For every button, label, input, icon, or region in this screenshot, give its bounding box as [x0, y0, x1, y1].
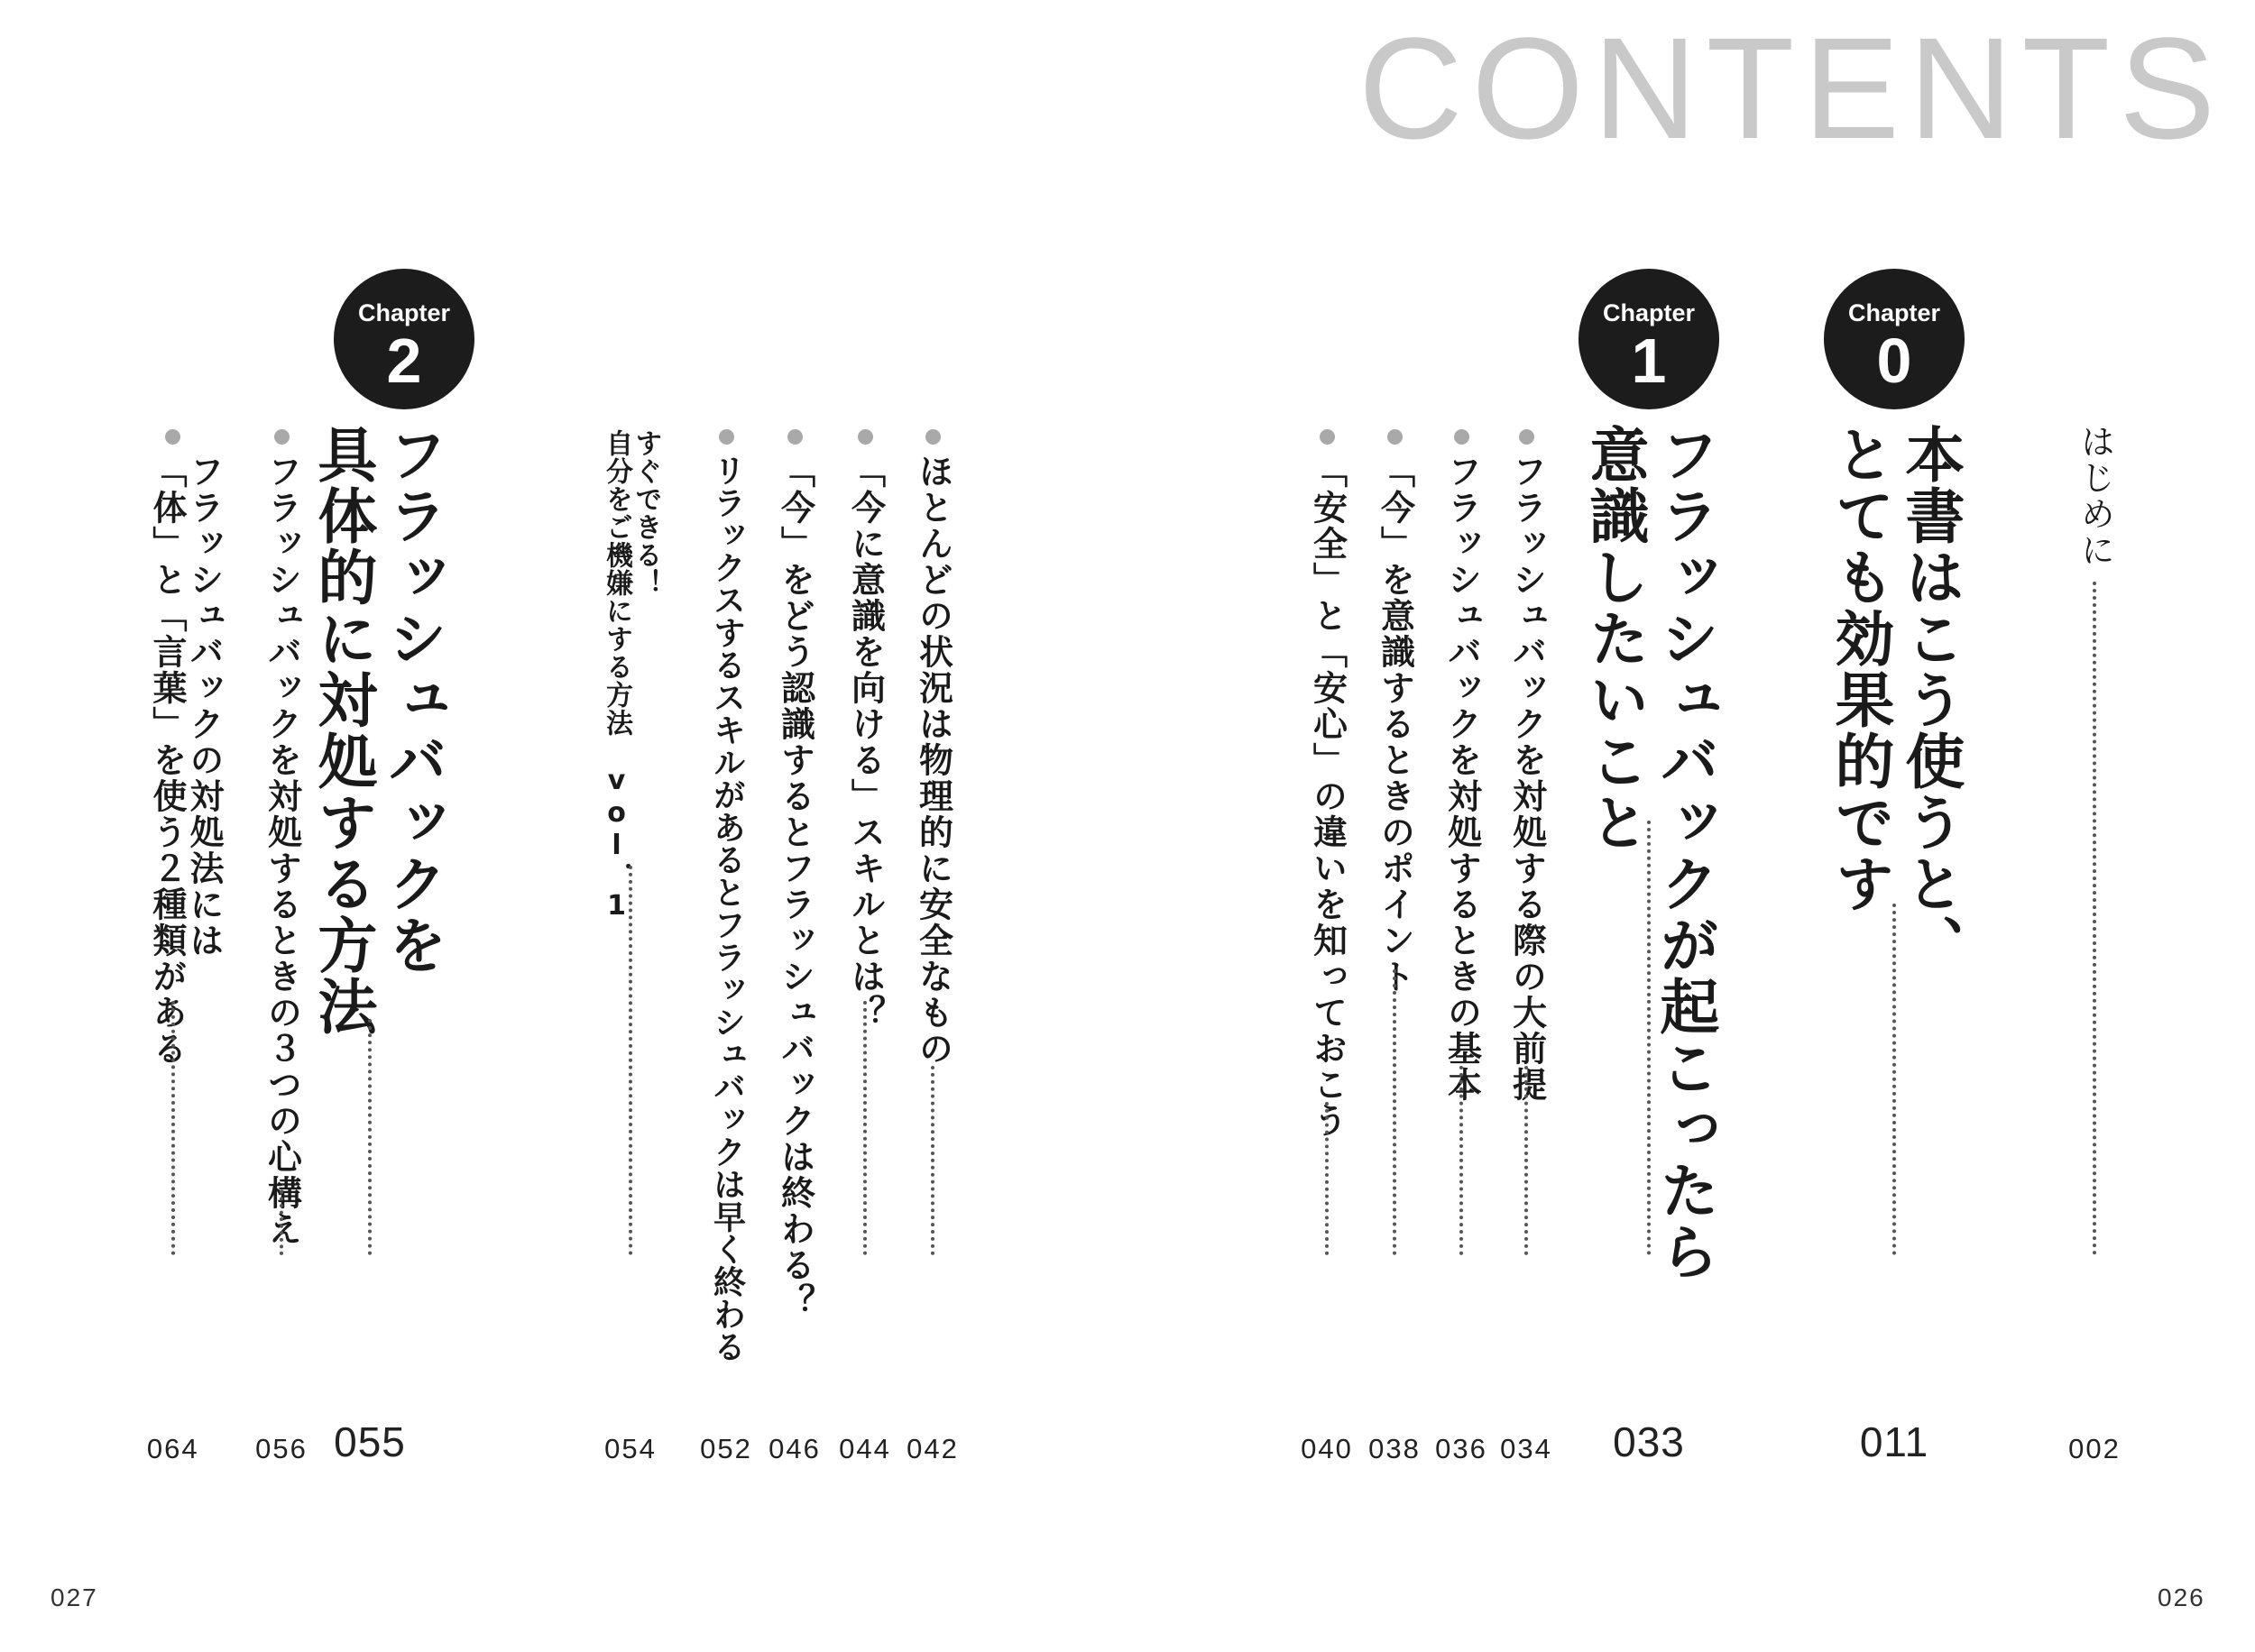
- dot-leader: [931, 1066, 934, 1255]
- toc-section[interactable]: [1429, 424, 1494, 1463]
- page-number: 052: [700, 1433, 752, 1464]
- dot-leader: [863, 1001, 867, 1255]
- bullet-dot: [1387, 429, 1403, 445]
- chapter-title: フラッシュバックが起こったら 意識したいこと: [1579, 424, 1719, 1282]
- page-number: 056: [255, 1433, 308, 1464]
- toc-section[interactable]: [900, 424, 965, 1463]
- dot-leader: [1647, 821, 1651, 1255]
- section-title: ほとんどの状況は物理的に安全なもの: [913, 454, 953, 1067]
- bullet-dot: [274, 429, 290, 445]
- chapter-badge-0: [1824, 269, 1965, 409]
- page-number: 042: [907, 1433, 959, 1464]
- toc-chapter-2[interactable]: [307, 424, 447, 1465]
- page-number: 002: [2068, 1433, 2121, 1464]
- bullet-dot: [858, 429, 873, 445]
- badge-label: Chapter: [1847, 299, 1940, 326]
- page-number: 011: [1859, 1418, 1929, 1465]
- bullet-dot: [1519, 429, 1534, 445]
- bullet-dot: [1454, 429, 1469, 445]
- page-number: 046: [769, 1433, 821, 1464]
- badge-label: Chapter: [357, 299, 450, 326]
- dot-leader: [368, 1019, 372, 1255]
- badge-number: 1: [1631, 326, 1667, 396]
- column-title: すぐできる！ 自分をご機嫌にする方法 vol．1: [601, 429, 662, 922]
- badge-label: Chapter: [1602, 299, 1695, 326]
- toc-section[interactable]: [1494, 424, 1559, 1463]
- section-title: フラッシュバックを対処するときの基本: [1441, 454, 1482, 1103]
- section-title: 「安全」と「安心」の違いを知っておこう: [1307, 454, 1348, 1139]
- badge-number: 2: [386, 326, 422, 396]
- page-number: 034: [1500, 1433, 1552, 1464]
- section-title: フラッシュバックを対処するときの３つの心構え: [262, 454, 302, 1247]
- bullet-dot: [719, 429, 734, 445]
- dot-leader: [629, 866, 632, 1255]
- bullet-dot: [925, 429, 941, 445]
- chapter-title: フラッシュバックを 具体的に対処する方法: [307, 424, 447, 1037]
- contents-title: CONTENTS: [1358, 7, 2224, 169]
- dot-leader: [1524, 1066, 1528, 1255]
- chapter-badge-2: [334, 269, 474, 409]
- section-title: 「今」を意識するときのポイント: [1375, 454, 1415, 995]
- section-title: 「今に意識を向ける」スキルとは？: [845, 454, 886, 1031]
- page-number: 055: [334, 1418, 406, 1465]
- chapter-title: 本書はこう使うと、 とても効果的です: [1825, 424, 1965, 976]
- toc-section[interactable]: [1360, 424, 1429, 1463]
- bullet-dot: [1320, 429, 1335, 445]
- badge-number: 0: [1876, 326, 1912, 396]
- toc-section[interactable]: [830, 424, 900, 1463]
- toc-section[interactable]: [693, 424, 759, 1463]
- bullet-dot: [787, 429, 803, 445]
- toc-chapter-0[interactable]: [1822, 424, 1966, 1463]
- toc-section[interactable]: [759, 424, 830, 1463]
- page-number: 033: [1613, 1418, 1685, 1465]
- dot-leader: [171, 1001, 175, 1255]
- bullet-dot: [165, 429, 180, 445]
- page-number: 038: [1368, 1433, 1421, 1464]
- toc-section[interactable]: [135, 424, 235, 1463]
- dot-leader: [793, 1253, 796, 1255]
- dot-leader: [1325, 1102, 1329, 1255]
- page-number: 044: [839, 1433, 891, 1464]
- dot-leader: [2093, 582, 2096, 1255]
- dot-leader: [1892, 904, 1896, 1255]
- chapter-badge-1: [1578, 269, 1719, 409]
- page-number: 064: [146, 1433, 199, 1464]
- toc-column-article[interactable]: [590, 424, 671, 1463]
- section-title: 「今」をどう認識するとフラッシュバックは終わる？: [775, 454, 815, 1319]
- page-number: 036: [1435, 1433, 1487, 1464]
- toc-chapter-1[interactable]: [1577, 424, 1721, 1463]
- section-title: リラックスするスキルがあるとフラッシュバックは早く終わる: [708, 454, 746, 1363]
- section-title: フラッシュバックを対処する際の大前提: [1506, 454, 1547, 1103]
- toc-section[interactable]: [1293, 424, 1360, 1463]
- entry-title: はじめに: [2075, 424, 2115, 568]
- page-number: 054: [604, 1433, 657, 1464]
- dot-leader: [1459, 1066, 1463, 1255]
- toc-section[interactable]: [249, 424, 314, 1463]
- dot-leader: [1393, 969, 1396, 1255]
- folio-left: 027: [51, 1583, 98, 1611]
- folio-right: 026: [2158, 1583, 2205, 1611]
- toc-entry-intro[interactable]: [2067, 424, 2122, 1463]
- page-number: 040: [1301, 1433, 1353, 1464]
- section-title: フラッシュバックの対処法には 「体」と「言葉」を使う２種類がある: [147, 454, 225, 1067]
- dot-leader: [280, 1190, 283, 1255]
